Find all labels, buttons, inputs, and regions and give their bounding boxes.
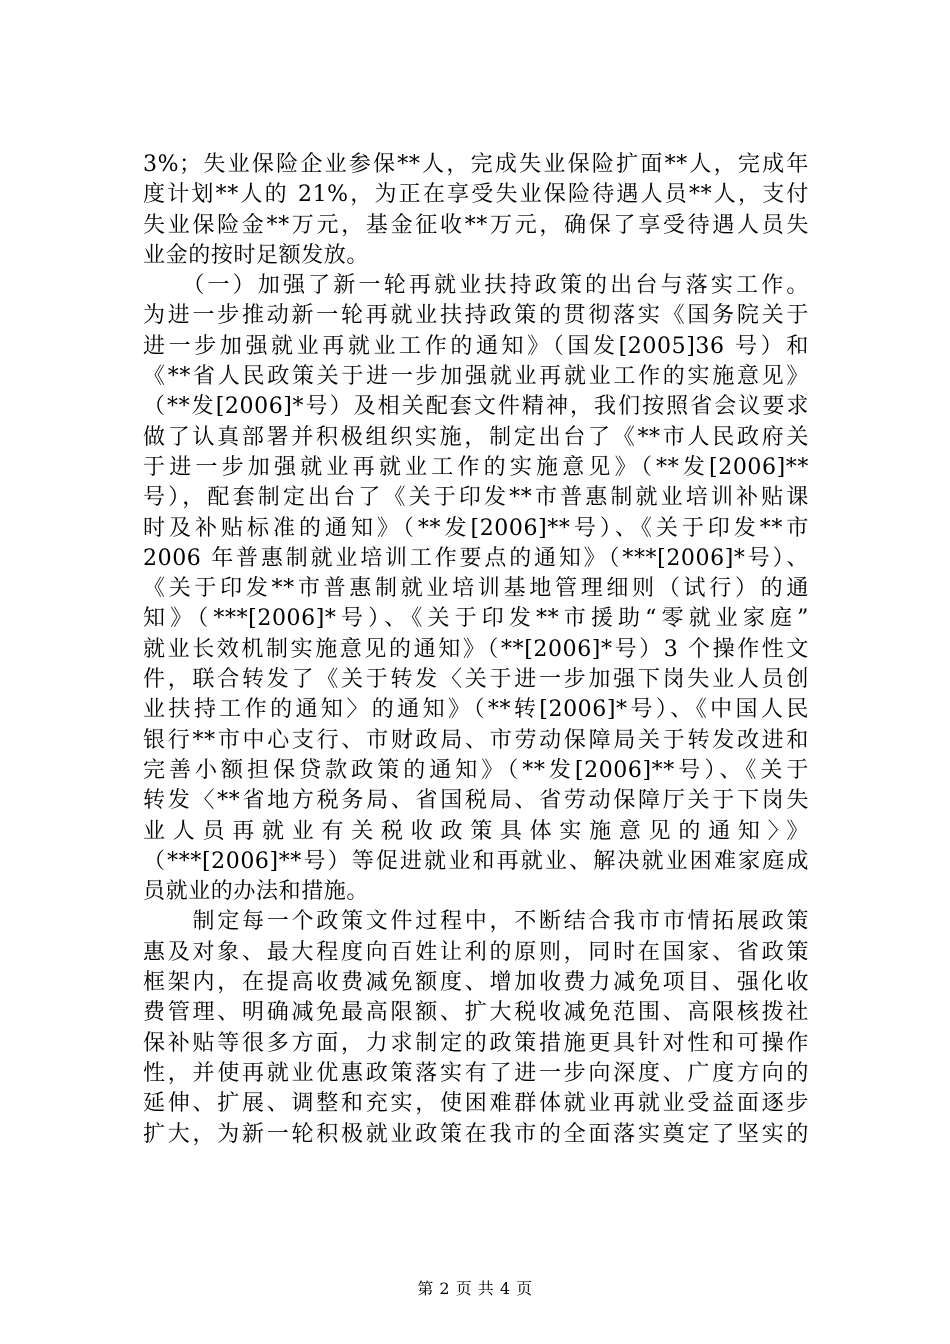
text-line: （一）加强了新一轮再就业扶持政策的出台与落实工作。: [143, 273, 809, 299]
text-line: 失业保险金**万元，基金征收**万元，确保了享受待遇人员失: [143, 212, 809, 238]
text-line: 2006 年普惠制就业培训工作要点的通知》（***[2006]*号）、: [143, 545, 809, 571]
text-line: 《**省人民政策关于进一步加强就业再就业工作的实施意见》: [143, 364, 809, 390]
text-line: 《关于印发**市普惠制就业培训基地管理细则（试行）的通: [143, 576, 809, 602]
text-line: 业扶持工作的通知〉的通知》（**转[2006]*号）、《中国人民: [143, 697, 809, 723]
text-line: 业金的按时足额发放。: [143, 242, 370, 268]
text-line: 员就业的办法和措施。: [143, 879, 370, 905]
text-line: 扩大，为新一轮积极就业政策在我市的全面落实奠定了坚实的: [143, 1121, 809, 1147]
text-line: 件，联合转发了《关于转发〈关于进一步加强下岗失业人员创: [143, 667, 809, 693]
text-line: 于进一步加强就业再就业工作的实施意见》（**发[2006]**: [143, 454, 809, 480]
text-line: 就业长效机制实施意见的通知》（**[2006]*号）3 个操作性文: [143, 636, 809, 662]
text-line: 银行**市中心支行、市财政局、市劳动保障局关于转发改进和: [143, 727, 809, 753]
text-line: 3%；失业保险企业参保**人，完成失业保险扩面**人，完成年: [143, 152, 809, 177]
text-line: 制定每一个政策文件过程中，不断结合我市市情拓展政策: [143, 909, 809, 935]
text-line: 时及补贴标准的通知》（**发[2006]**号）、《关于印发**市: [143, 515, 809, 541]
text-line: 框架内，在提高收费减免额度、增加收费力减免项目、强化收: [143, 970, 809, 996]
paragraph-1: [143, 150, 809, 271]
page-footer: 第 2 页 共 4 页: [417, 1279, 533, 1298]
document-body: [143, 150, 809, 1150]
text-line: 转发〈**省地方税务局、省国税局、省劳动保障厅关于下岗失: [143, 788, 809, 814]
paragraph-3: [143, 907, 809, 1149]
text-line: 为进一步推动新一轮再就业扶持政策的贯彻落实《国务院关于: [143, 303, 809, 329]
text-line: （***[2006]**号）等促进就业和再就业、解决就业困难家庭成: [143, 848, 809, 874]
text-line: 进一步加强就业再就业工作的通知》（国发[2005]36 号）和: [143, 333, 809, 359]
paragraph-2: [143, 271, 809, 907]
text-line: 保补贴等很多方面，力求制定的政策措施更具针对性和可操作: [143, 1030, 809, 1056]
text-line: 度计划**人的 21%，为正在享受失业保险待遇人员**人，支付: [143, 182, 809, 208]
text-line: 惠及对象、最大程度向百姓让利的原则，同时在国家、省政策: [143, 939, 809, 965]
text-line: 费管理、明确减免最高限额、扩大税收减免范围、高限核拨社: [143, 1000, 809, 1026]
text-line: 做了认真部署并积极组织实施，制定出台了《**市人民政府关: [143, 424, 809, 450]
text-line: 号），配套制定出台了《关于印发**市普惠制就业培训补贴课: [143, 485, 809, 511]
text-line: （**发[2006]*号）及相关配套文件精神，我们按照省会议要求: [143, 394, 809, 420]
text-line: 完善小额担保贷款政策的通知》（**发[2006]**号）、《关于: [143, 757, 809, 783]
text-line: 延伸、扩展、调整和充实，使困难群体就业再就业受益面逐步: [143, 1091, 809, 1117]
text-line: 知》（***[2006]*号）、《关于印发**市援助“零就业家庭”: [143, 606, 809, 632]
text-line: 业人员再就业有关税收政策具体实施意见的通知〉》: [143, 818, 809, 844]
text-line: 性，并使再就业优惠政策落实有了进一步向深度、广度方向的: [143, 1060, 809, 1086]
